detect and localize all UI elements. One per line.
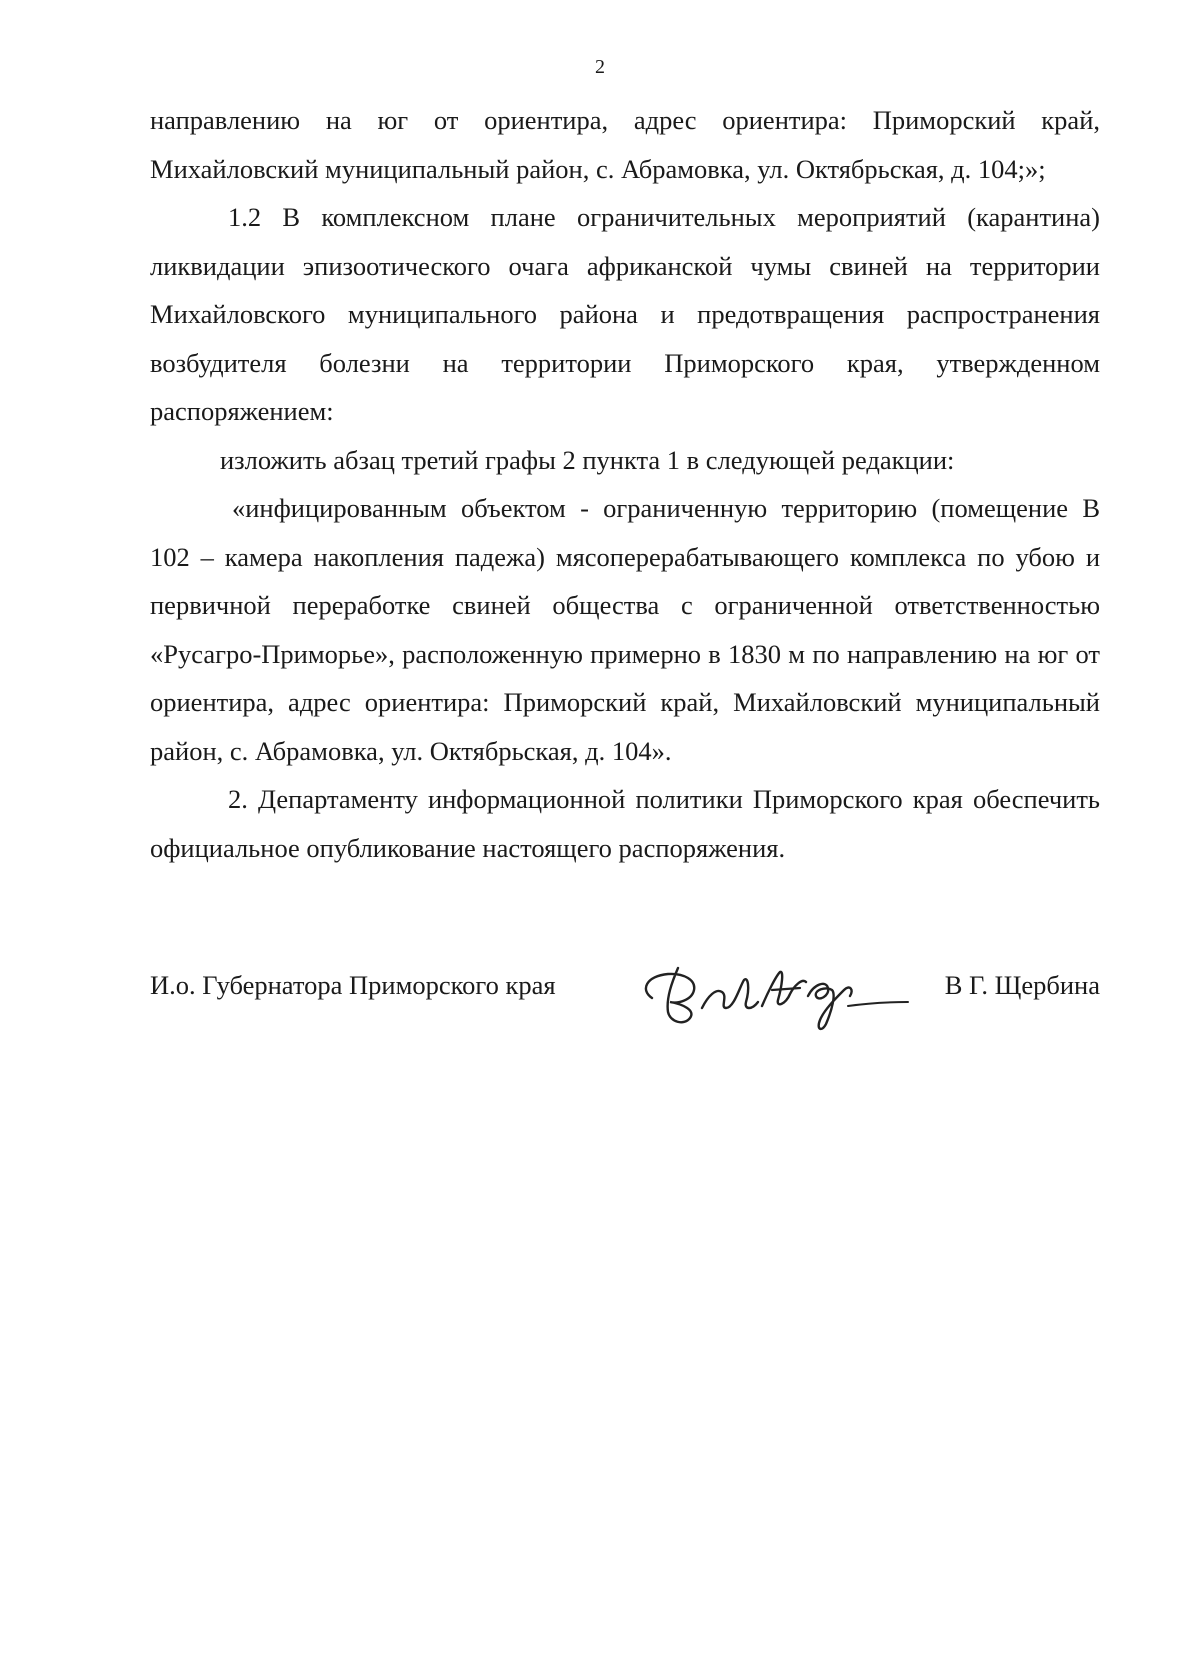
document-body (150, 96, 1100, 872)
paragraph-item-2: 2. Департаменту информационной политики Приморского края обеспечить официальное опубликование настоящего распоряжения. (150, 784, 1100, 863)
paragraph-instruction: изложить абзац третий графы 2 пункта 1 в следующей редакции: (220, 444, 955, 475)
paragraph-quote: «инфицированным объектом - ограниченную территорию (помещение В 102 – камера накопления падежа) мясоперерабатывающего комплекса по убою и первичной переработке свиней общества с ограниченной ответственностью «Русагро-Приморье», расположенную примерно в 1830 м по направлению на юг от ориентира, адрес ориентира: Приморский край, Михайловский муниципальный район, с. Абрамовка, ул. Октябрьская, д. 104». (150, 493, 1100, 766)
signatory-position: И.о. Губернатора Приморского края (150, 970, 556, 1000)
handwritten-signature (612, 946, 912, 1036)
paragraph-item-1-2: 1.2 В комплексном плане ограничительных мероприятий (карантина) ликвидации эпизоотического очага африканской чумы свиней на территории Михайловского муниципального района и предотвращения распространения возбудителя болезни на территории Приморского края, утвержденном распоряжением: (150, 202, 1100, 426)
signature-block (150, 960, 1100, 1040)
page-number: 2 (595, 56, 605, 78)
signatory-name: В Г. Щербина (944, 970, 1100, 1000)
paragraph-continuation: направлению на юг от ориентира, адрес ориентира: Приморский край, Михайловский муниципальный район, с. Абрамовка, ул. Октябрьская, д. 104;»; (150, 105, 1100, 184)
